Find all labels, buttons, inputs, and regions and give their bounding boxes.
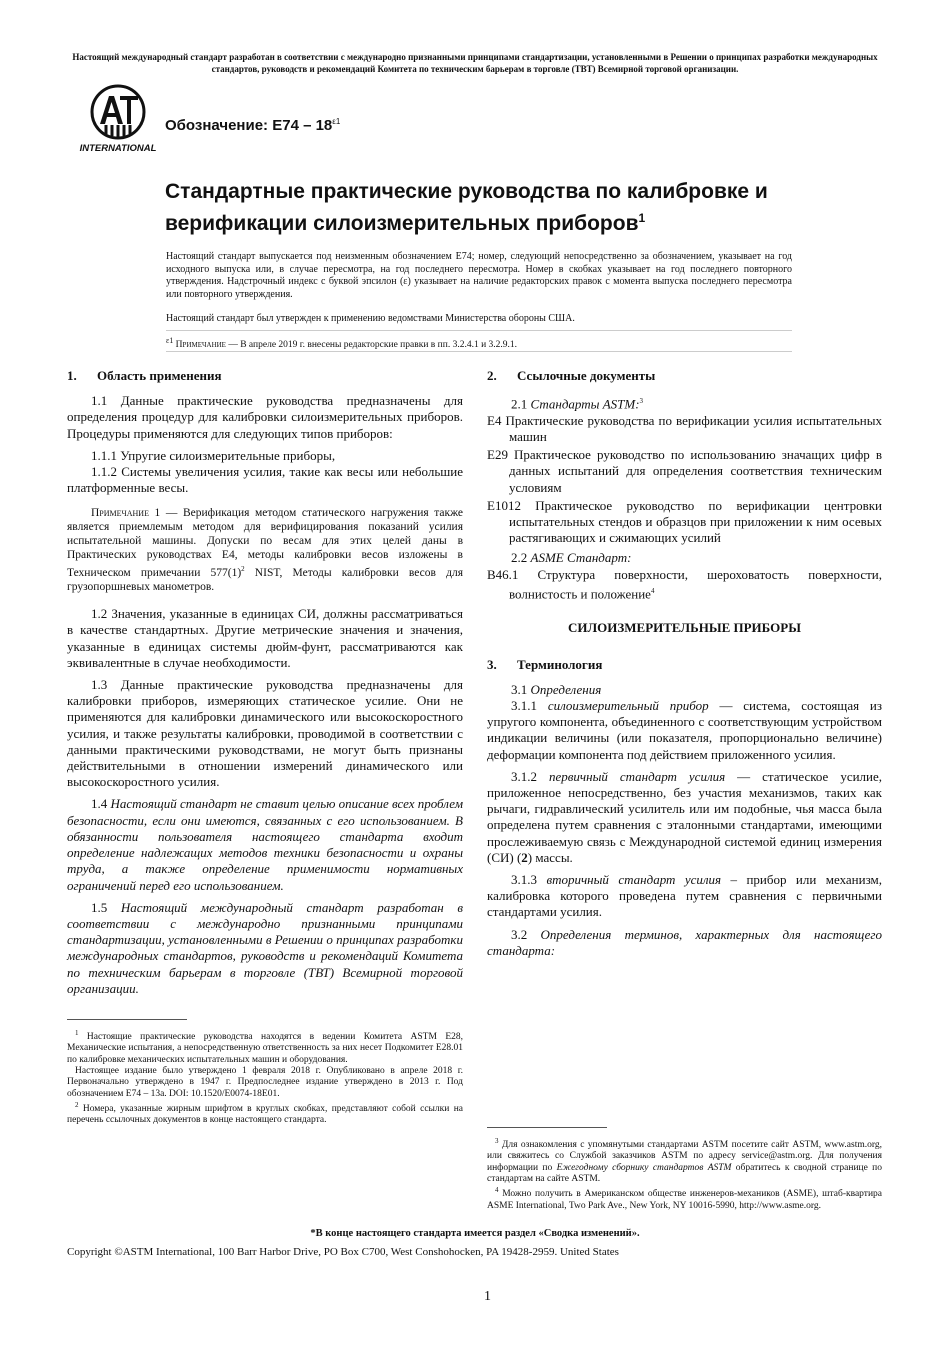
designation-label: Обозначение: E74 – 18 — [165, 117, 333, 134]
footnote-1b: Настоящее издание было утверждено 1 февраля 2018 г. Опубликовано в апреле 2018 г. Первоначально утверждено в 1947 г. Предпоследнее издание утверждено в 2013 г. Под обозначением E74 – 13a. DOI: 10.1520/E0074-18E01. — [67, 1065, 463, 1099]
para-3-1-2: 3.1.2 первичный стандарт усилия — статическое усилие, приложенное непосредственно, без участия механизмов, таких как рычаги, гидравлический усилитель или им подобные, чья масса была определена путем сравнения с эталонными стандартами, имеющими прослеживаемую связь с Международной системой единиц измерения (СИ) (2) массы. — [487, 768, 883, 865]
section-1-heading: 1. Область применения — [67, 368, 222, 383]
divider — [166, 330, 792, 331]
para-1-2: 1.2 Значения, указанные в единицах СИ, должны рассматриваться в качестве стандартных. Другие метрические значения и значения, указанные в единицах системы дюйм-фунт, рассматриваются как эквивалентные в случае необходимости. — [67, 606, 463, 670]
footnote-4: $^4$ Можно получить в Американском обществе инженеров-механиков (ASME), штаб-квартира ASME International, Two Park Ave., New York, NY 10016-5990, http://www.asme.org. — [487, 1186, 882, 1211]
designation-epsilon: ε1 — [332, 117, 341, 126]
ref-e4: E4 Практические руководства по верификации усилия испытательных машин — [487, 412, 882, 444]
para-1-1-1: 1.1.1 Упругие силоизмерительные приборы, — [91, 447, 336, 463]
editorial-note — [166, 335, 792, 351]
para-3-1-1: 3.1.1 силоизмерительный прибор — система, состоящая из упругого компонента, объединенного с соответствующим устройством индикации величины (или показателя, пропорционально величине) деформации компонента под действием приложенного усилия. — [487, 697, 882, 762]
international-standard-note: Настоящий международный стандарт разработан в соответствии с международно признанными принципами стандартизации, установленными в Решении о принципах разработки международных стандартов, руководств и рекомендаций Комитета по техническим барьерам в торговле (ТВТ) Всемирной торговой организации. — [72, 52, 878, 74]
ref-e1012: E1012 Практическое руководство по верификации центровки испытательных стендов и образцов при приложении к ним осевых растягивающих и сжимающих усилий — [487, 497, 882, 546]
title-text: Стандартные практические руководства по калибровке и верификации силоизмерительных приборов — [165, 180, 768, 235]
document-title — [165, 178, 805, 237]
para-1-3: 1.3 Данные практические руководства предназначены для калибровки приборов, измеряющих статическое усилие. Они не применяются для калибровки динамического или высокоскоростного усилия, и также результаты калибровки, проводимой в соответствии с данными практическими руководствами, не могут быть признаны действительными в отношении измерений динамического или высокоскоростного усилия. — [67, 677, 463, 790]
para-1-5: 1.5 Настоящий международный стандарт разработан в соответствии с международно признанными принципами стандартизации, установленными в Решении о принципах разработки международных стандартов, руководств и рекомендаций Комитета по техническим барьерам в торговле (ТВТ) Всемирной торговой организации. — [67, 899, 463, 996]
para-3-1-3: 3.1.3 вторичный стандарт усилия – прибор или механизм, калибровка которого проведена путем сравнения с первичными стандартами усилия. — [487, 871, 883, 920]
issued-statement: Настоящий стандарт выпускается под неизменным обозначением E74; номер, следующий непосредственно за обозначением, указывает на год исходного выпуска или, в случае пересмотра, на год последнего пересмотра. Номер в скобках указывает на год последнего повторного утверждения. Надстрочный индекс с буквой эпсилон (ε) указывает на наличие редакторских правок с момента выпуска последнего пересмотра или повторного утверждения. — [166, 251, 792, 300]
copyright: Copyright ©ASTM International, 100 Barr Harbor Drive, PO Box C700, West Conshohocken, PA 19428-2959. United States — [67, 1246, 619, 1258]
footnotes-right — [487, 1136, 882, 1212]
summary-of-changes-note: *В конце настоящего стандарта имеется раздел «Сводка изменений». — [310, 1228, 640, 1239]
note-1: Примечание 1 — Верификация методом статического нагружения также является приемлемым методом для верифицирования показаний усилия испытательной машины. Допуски по весам для этих целей даны в Практических руководствах E4, методы калибровки весов изложены в Техническом примечании $577(1)^2$ NIST, Методы калибровки весов для грузопоршневых манометров. — [67, 507, 463, 594]
title-footnote-ref: 1 — [638, 211, 646, 225]
left-column — [67, 368, 463, 1127]
footnote-rule — [487, 1127, 607, 1128]
ref-b46: B46.1 Структура поверхности, шероховатость поверхности, волнистость и положение$^4$ — [487, 566, 882, 602]
divider — [166, 351, 792, 352]
footnotes-left — [67, 1028, 463, 1127]
force-instruments-heading: СИЛОИЗМЕРИТЕЛЬНЫЕ ПРИБОРЫ — [567, 620, 801, 636]
page-number: 1 — [484, 1289, 491, 1304]
edit-note-epsilon: ε1 — [166, 336, 174, 345]
astm-logo — [76, 84, 160, 154]
para-1-1: 1.1 Данные практические руководства предназначены для определения процедур для калибровки силоизмерительных приборов. Процедуры применяются для следующих типов приборов: — [67, 393, 463, 441]
logo-international-text: INTERNATIONAL — [79, 143, 157, 154]
edit-note-label: Примечание — [175, 340, 226, 351]
footnote-3: $^3$ Для ознакомления с упомянутыми стандартами ASTM посетите сайт ASTM, www.astm.org, или свяжитесь со Службой заказчиков ASTM по адресу service@astm.org. Для получения информации по Ежегодному сборнику стандартов ASTM обратитесь к сводной странице по стандартам на сайте ASTM. — [487, 1136, 883, 1184]
para-3-2: 3.2 Определения терминов, характерных для настоящего стандарта: — [487, 926, 882, 958]
approval-statement: Настоящий стандарт был утвержден к применению ведомствами Министерства обороны США. — [166, 313, 575, 324]
para-1-1-2: 1.1.2 Системы увеличения усилия, такие как весы или небольшие платформенные весы. — [67, 464, 463, 496]
footnote-rule — [67, 1019, 187, 1020]
footnote-1: $^1$ Настоящие практические руководства находятся в ведении Комитета ASTM E28, Механические испытания, а непосредственную ответственность за них несет Подкомитет E28.01 по калибровке механических испытательных машин и оборудования. — [67, 1028, 463, 1065]
edit-note-text: — В апреле 2019 г. внесены редакторские правки в пп. 3.2.4.1 и 3.2.9.1. — [225, 340, 518, 351]
footnote-2: $^2$ Номера, указанные жирным шрифтом в круглых скобках, представляют собой ссылки на перечень ссылочных документов в конце настоящего стандарта. — [67, 1100, 463, 1126]
para-2-2: 2.2 ASME Стандарт: — [511, 550, 632, 566]
designation — [165, 117, 340, 134]
para-1-4: 1.4 Настоящий стандарт не ставит целью описание всех проблем безопасности, если они имеются, связанных с его использованием. В обязанности пользователя настоящего стандарта входит определение надлежащих методов техники безопасности и охраны труда, а также определение применимости нормативных ограничений перед его использованием. — [67, 796, 463, 893]
para-2-1: 2.1 Стандарты ASTM:$^3$ — [511, 396, 644, 412]
astm-logo-icon — [76, 84, 160, 154]
section-3-heading: 3. Терминология — [487, 656, 603, 672]
section-2-heading: 2. Ссылочные документы — [487, 368, 656, 383]
right-column — [487, 368, 882, 1212]
ref-e29: E29 Практическое руководство по использованию значащих цифр в данных испытаний для определения соответствия техническим условиям — [487, 447, 882, 495]
para-3-1: 3.1 Определения — [511, 681, 602, 697]
